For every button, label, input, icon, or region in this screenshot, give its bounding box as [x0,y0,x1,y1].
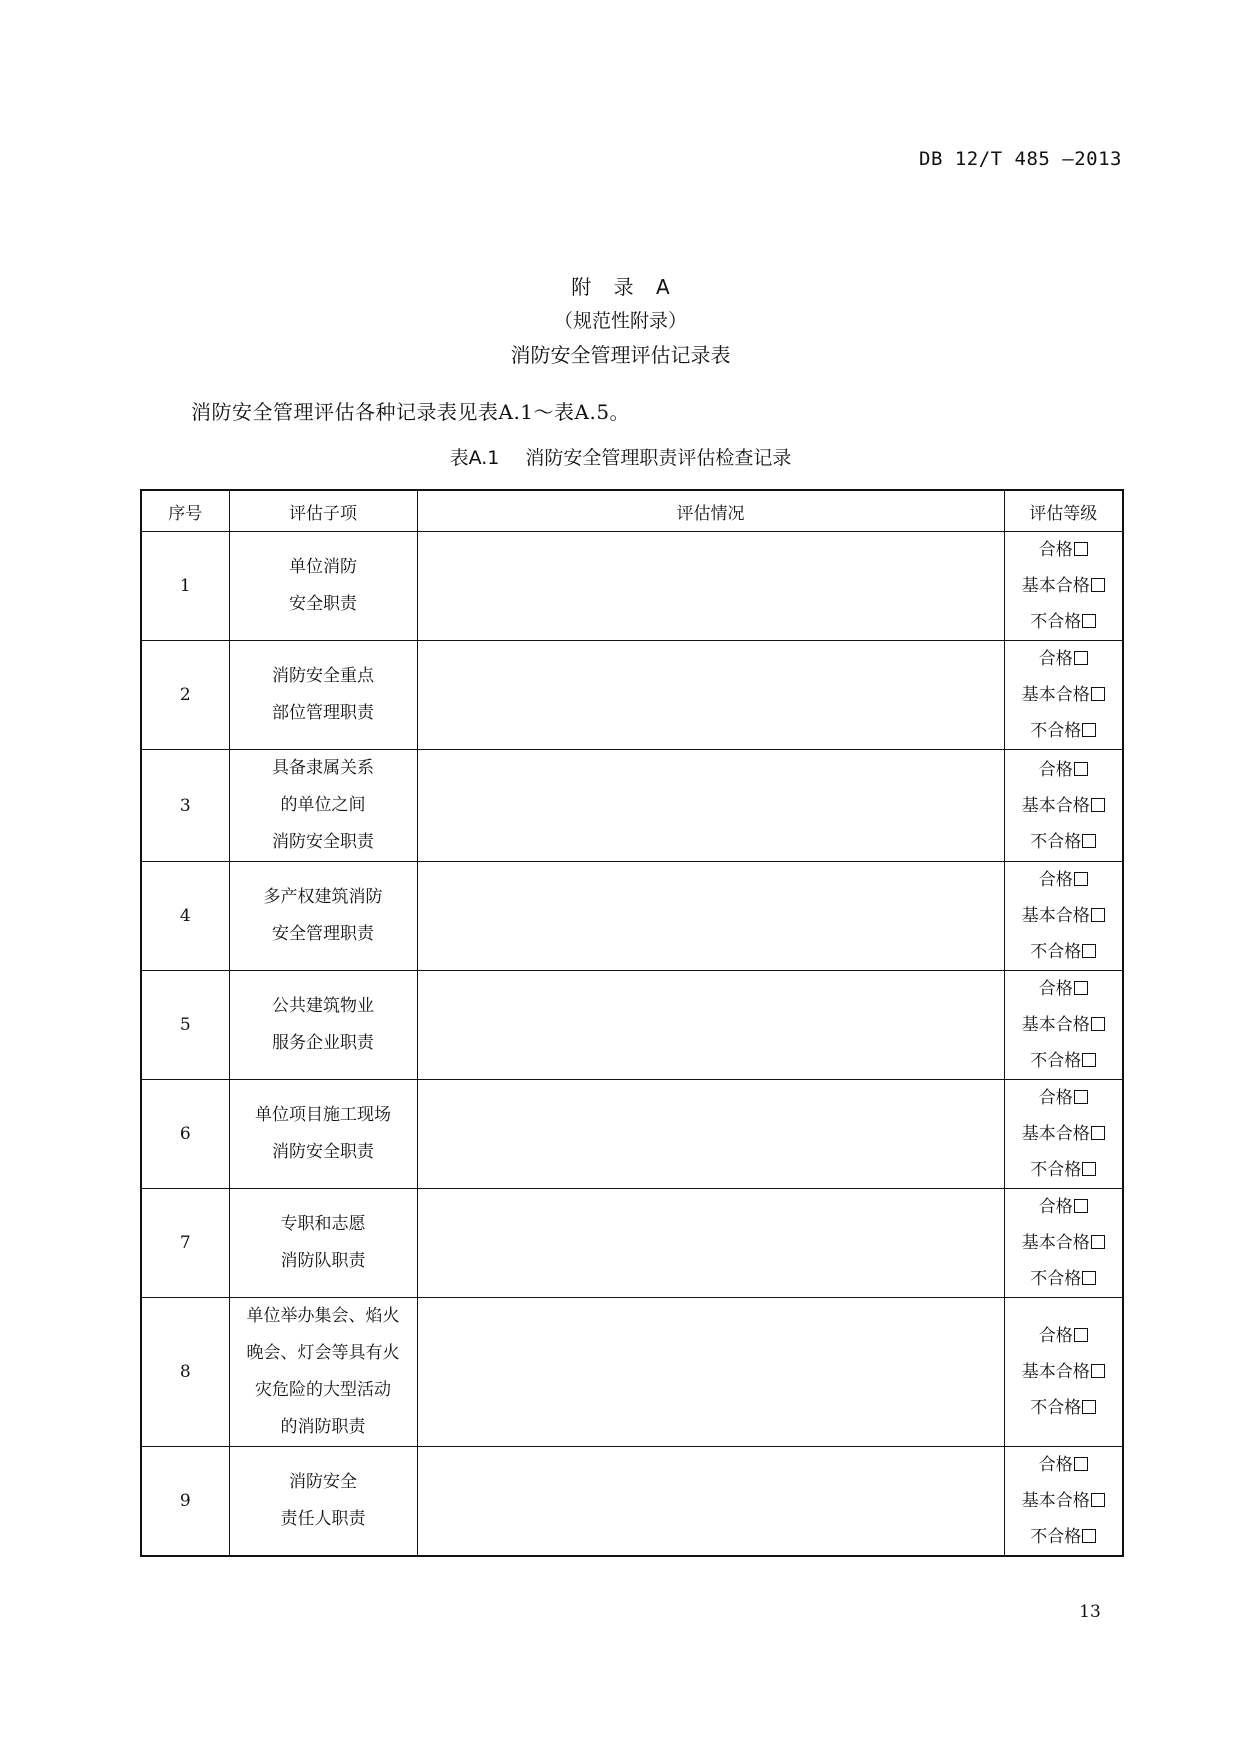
checkbox-icon[interactable] [1074,542,1088,556]
evaluation-item-line: 的单位之间 [280,795,366,815]
grade-option[interactable] [1005,641,1123,677]
grade-option-label: 合格 [1038,649,1073,669]
checkbox-icon[interactable] [1091,908,1105,922]
header-no: 序号 [141,490,229,532]
grade-option-label: 不合格 [1030,721,1082,741]
grade-option[interactable] [1005,713,1123,749]
evaluation-item-line: 部位管理职责 [272,703,374,723]
evaluation-item [229,1447,417,1557]
grade-option[interactable] [1005,1483,1123,1519]
checkbox-icon[interactable] [1074,762,1088,776]
checkbox-icon[interactable] [1074,1090,1088,1104]
grade-option[interactable] [1005,788,1123,824]
evaluation-situation-cell[interactable] [417,1080,1004,1189]
checkbox-icon[interactable] [1082,614,1096,628]
evaluation-item [229,971,417,1080]
row-number: 5 [141,971,229,1080]
evaluation-item [229,1189,417,1298]
grade-option-label: 合格 [1038,1455,1073,1475]
checkbox-icon[interactable] [1091,578,1105,592]
checkbox-icon[interactable] [1082,834,1096,848]
grade-option-label: 基本合格 [1021,1015,1090,1035]
grade-option-label: 基本合格 [1021,1233,1090,1253]
grade-option-label: 不合格 [1030,1527,1082,1547]
grade-option[interactable] [1005,862,1123,898]
grade-option-label: 合格 [1038,759,1073,780]
evaluation-situation-cell[interactable] [417,641,1004,750]
evaluation-item-line: 消防安全重点 [272,666,374,686]
table-row [141,1447,1123,1557]
evaluation-item [229,532,417,641]
checkbox-icon[interactable] [1074,651,1088,665]
grade-option[interactable] [1005,604,1123,640]
grade-option-label: 不合格 [1030,612,1082,632]
evaluation-item-line: 晚会、灯会等具有火 [246,1343,400,1363]
grade-option[interactable] [1005,1043,1123,1079]
grade-options [1004,641,1123,750]
grade-option[interactable] [1005,752,1123,788]
appendix-header [0,270,1241,372]
evaluation-item-line: 具备隶属关系 [272,758,374,778]
grade-option[interactable] [1005,1080,1123,1116]
appendix-heading: 消防安全管理评估记录表 [510,343,731,367]
checkbox-icon[interactable] [1082,1400,1096,1414]
grade-option-label: 不合格 [1030,831,1082,852]
evaluation-item [229,1080,417,1189]
grade-option[interactable] [1005,1354,1123,1390]
evaluation-item-line: 公共建筑物业 [272,996,374,1016]
grade-option-label: 不合格 [1030,1398,1082,1418]
evaluation-item-line: 责任人职责 [280,1509,366,1529]
grade-option[interactable] [1005,1152,1123,1188]
table-row [141,862,1123,971]
evaluation-situation-cell[interactable] [417,1298,1004,1447]
evaluation-situation-cell[interactable] [417,1447,1004,1557]
grade-option[interactable] [1005,1007,1123,1043]
evaluation-item [229,862,417,971]
grade-option-label: 合格 [1038,1088,1073,1108]
evaluation-situation-cell[interactable] [417,1189,1004,1298]
row-number: 8 [141,1298,229,1447]
evaluation-item-line: 安全职责 [289,594,357,614]
evaluation-situation-cell[interactable] [417,862,1004,971]
grade-option[interactable] [1005,1390,1123,1426]
page-number: 13 [1079,1602,1101,1622]
row-number: 2 [141,641,229,750]
header-grade: 评估等级 [1004,490,1123,532]
checkbox-icon[interactable] [1082,1162,1096,1176]
checkbox-icon[interactable] [1091,1235,1105,1249]
table-header-row [141,490,1123,532]
table-row [141,1080,1123,1189]
checkbox-icon[interactable] [1091,1364,1105,1378]
checkbox-icon[interactable] [1082,944,1096,958]
evaluation-item-line: 安全管理职责 [272,924,374,944]
checkbox-icon[interactable] [1082,1271,1096,1285]
grade-option[interactable] [1005,532,1123,568]
evaluation-situation-cell[interactable] [417,750,1004,862]
grade-option[interactable] [1005,1116,1123,1152]
grade-option-label: 基本合格 [1021,1362,1090,1382]
checkbox-icon[interactable] [1082,723,1096,737]
checkbox-icon[interactable] [1082,1529,1096,1543]
evaluation-situation-cell[interactable] [417,971,1004,1080]
grade-option-label: 不合格 [1030,1160,1082,1180]
grade-option-label: 基本合格 [1021,1124,1090,1144]
grade-option-label: 合格 [1038,1326,1073,1346]
grade-option[interactable] [1005,1225,1123,1261]
grade-options [1004,1298,1123,1447]
table-caption [0,443,1241,470]
table-row [141,532,1123,641]
grade-option-label: 基本合格 [1021,1491,1090,1511]
checkbox-icon[interactable] [1091,1126,1105,1140]
grade-option[interactable] [1005,1189,1123,1225]
grade-option-label: 不合格 [1030,1269,1082,1289]
evaluation-situation-cell[interactable] [417,532,1004,641]
evaluation-record-table [140,489,1124,1557]
grade-option[interactable] [1005,1318,1123,1354]
row-number: 9 [141,1447,229,1557]
evaluation-item-line: 多产权建筑消防 [263,887,383,907]
evaluation-item [229,750,417,862]
grade-options [1004,750,1123,862]
checkbox-icon[interactable] [1091,687,1105,701]
grade-option-label: 合格 [1038,979,1073,999]
grade-option[interactable] [1005,898,1123,934]
evaluation-item-line: 专职和志愿 [280,1214,366,1234]
grade-option[interactable] [1005,971,1123,1007]
table-row [141,641,1123,750]
evaluation-item-line: 单位消防 [289,557,357,577]
grade-option-label: 不合格 [1030,942,1082,962]
grade-options [1004,1189,1123,1298]
row-number: 7 [141,1189,229,1298]
table-body [141,532,1123,1557]
grade-option-label: 基本合格 [1021,906,1090,926]
checkbox-icon[interactable] [1074,981,1088,995]
row-number: 3 [141,750,229,862]
grade-option-label: 基本合格 [1021,795,1090,816]
grade-option-label: 合格 [1038,870,1073,890]
table-row [141,971,1123,1080]
row-number: 4 [141,862,229,971]
grade-option-label: 基本合格 [1021,685,1090,705]
grade-options [1004,532,1123,641]
grade-options [1004,1447,1123,1557]
appendix-subtitle: （规范性附录） [553,310,687,332]
header-situation: 评估情况 [417,490,1004,532]
table-row [141,1298,1123,1447]
evaluation-item [229,641,417,750]
table-row [141,1189,1123,1298]
checkbox-icon[interactable] [1074,1328,1088,1342]
evaluation-item-line: 单位举办集会、焰火 [246,1306,400,1326]
checkbox-icon[interactable] [1091,1017,1105,1031]
evaluation-item-line: 服务企业职责 [272,1033,374,1053]
grade-option[interactable] [1005,677,1123,713]
table-row [141,750,1123,862]
evaluation-item-line: 消防安全职责 [272,832,374,852]
standard-number: DB 12/T 485 —2013 [919,148,1122,170]
checkbox-icon[interactable] [1091,798,1105,812]
appendix-title: 附 录 A [571,275,670,299]
table-title: 消防安全管理职责评估检查记录 [525,447,792,469]
grade-option[interactable] [1005,568,1123,604]
intro-text: 消防安全管理评估各种记录表见表A.1～表A.5。 [191,400,631,424]
evaluation-item-line: 消防安全 [289,1472,357,1492]
table-label: 表A.1 [449,447,500,469]
grade-option[interactable] [1005,934,1123,970]
grade-option-label: 不合格 [1030,1051,1082,1071]
grade-option[interactable] [1005,1261,1123,1297]
grade-option-label: 基本合格 [1021,576,1090,596]
header-item: 评估子项 [229,490,417,532]
grade-option[interactable] [1005,1447,1123,1483]
evaluation-item-line: 消防队职责 [280,1251,366,1271]
checkbox-icon[interactable] [1082,1053,1096,1067]
evaluation-item-line: 消防安全职责 [272,1142,374,1162]
checkbox-icon[interactable] [1074,1199,1088,1213]
evaluation-item [229,1298,417,1447]
grade-option[interactable] [1005,824,1123,860]
checkbox-icon[interactable] [1091,1493,1105,1507]
grade-option[interactable] [1005,1519,1123,1555]
grade-options [1004,1080,1123,1189]
evaluation-item-line: 单位项目施工现场 [255,1105,391,1125]
grade-option-label: 合格 [1038,1197,1073,1217]
checkbox-icon[interactable] [1074,1457,1088,1471]
grade-options [1004,971,1123,1080]
grade-options [1004,862,1123,971]
grade-option-label: 合格 [1038,540,1073,560]
checkbox-icon[interactable] [1074,872,1088,886]
row-number: 1 [141,532,229,641]
evaluation-item-line: 的消防职责 [280,1417,366,1437]
row-number: 6 [141,1080,229,1189]
evaluation-item-line: 灾危险的大型活动 [255,1380,391,1400]
